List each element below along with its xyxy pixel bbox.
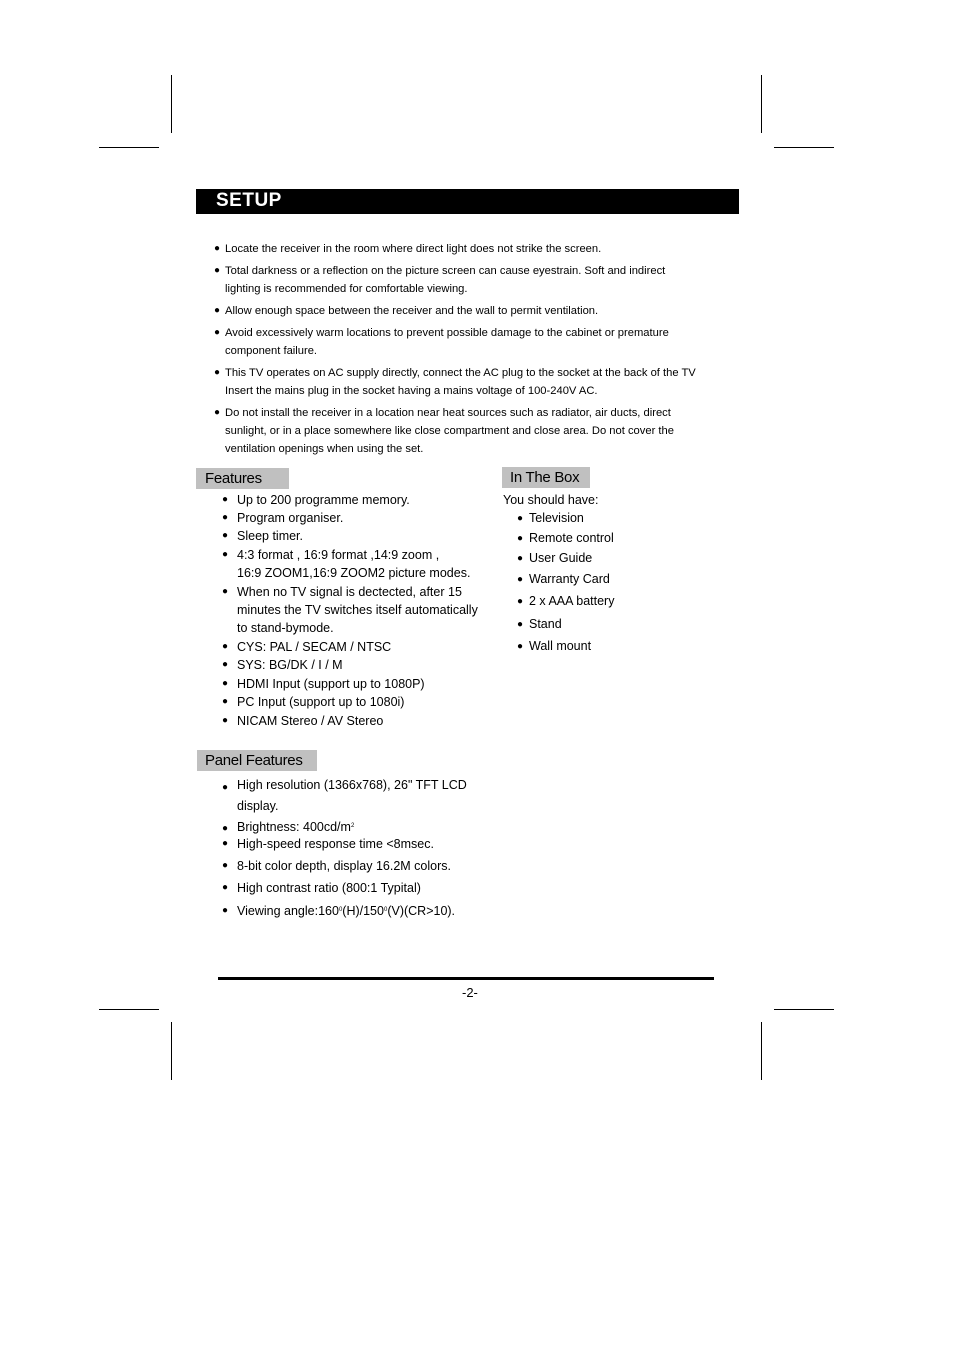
panel-feature-line: (V)(CR>10). — [387, 904, 456, 918]
list-item — [214, 364, 754, 400]
in-the-box-heading — [502, 467, 590, 488]
list-item — [214, 262, 754, 298]
panel-feature-line: display. — [237, 799, 279, 813]
crop-mark — [171, 1022, 172, 1080]
page-number: -2- — [462, 985, 478, 1000]
bullet-icon: ● — [214, 327, 221, 338]
crop-mark — [99, 1009, 159, 1010]
superscript: 0 — [383, 907, 388, 913]
panel-feature-line: Brightness: 400cd/m — [237, 820, 351, 834]
crop-mark — [774, 147, 834, 148]
footer-rule — [218, 977, 714, 980]
section-title-bar — [196, 189, 739, 214]
panel-feature-line: (H)/150 — [342, 904, 384, 918]
bullet-icon: ● — [214, 243, 221, 254]
bullet-icon: ● — [222, 715, 229, 726]
bullet-icon: ● — [517, 596, 524, 607]
bullet-icon: ● — [517, 641, 524, 652]
bullet-icon: ● — [517, 553, 524, 564]
list-item — [517, 592, 737, 615]
bullet-icon: ● — [222, 823, 229, 834]
crop-mark — [99, 147, 159, 148]
bullet-icon: ● — [222, 530, 229, 541]
in-the-box-list — [517, 509, 737, 657]
in-the-box-heading-label: In The Box — [510, 469, 580, 486]
instruction-line: Total darkness or a reflection on the picture screen can cause eyestrain. Soft and indirect — [225, 265, 666, 277]
box-item-label: Wall mount — [529, 639, 592, 653]
feature-line: When no TV signal is dectected, after 15 — [237, 585, 462, 599]
bullet-icon: ● — [222, 860, 229, 871]
panel-feature-line: High contrast ratio (800:1 Typital) — [237, 881, 421, 895]
panel-feature-line: Viewing angle:160 — [237, 904, 339, 918]
superscript: 2 — [350, 823, 355, 829]
instruction-line: Insert the mains plug in the socket having a mains voltage of 100-240V AC. — [225, 385, 598, 397]
instruction-line: Do not install the receiver in a location near heat sources such as radiator, air ducts, direct — [225, 407, 671, 419]
box-item-label: Stand — [529, 617, 562, 631]
feature-line: Up to 200 programme memory. — [237, 493, 410, 507]
instruction-line: component failure. — [225, 345, 318, 357]
crop-mark — [761, 75, 762, 133]
bullet-icon: ● — [222, 882, 229, 893]
bullet-icon: ● — [222, 549, 229, 560]
panel-feature-line: 8-bit color depth, display 16.2M colors. — [237, 859, 451, 873]
bullet-icon: ● — [517, 619, 524, 630]
feature-line: SYS: BG/DK / I / M — [237, 658, 343, 672]
list-item — [517, 615, 737, 637]
feature-line: 16:9 ZOOM1,16:9 ZOOM2 picture modes. — [237, 566, 471, 580]
list-item — [222, 693, 512, 711]
list-item — [517, 549, 737, 570]
panel-features-heading — [197, 750, 317, 771]
list-item — [222, 546, 512, 582]
instruction-line: Locate the receiver in the room where direct light does not strike the screen. — [225, 243, 602, 255]
bullet-icon: ● — [222, 696, 229, 707]
list-item — [517, 529, 737, 549]
list-item — [214, 240, 754, 258]
list-item — [517, 637, 737, 657]
list-item — [222, 819, 522, 836]
features-list — [222, 491, 512, 730]
bullet-icon: ● — [222, 641, 229, 652]
list-item — [222, 775, 522, 817]
list-item — [517, 570, 737, 592]
list-item — [214, 404, 754, 458]
bullet-icon: ● — [222, 512, 229, 523]
bullet-icon: ● — [222, 494, 229, 505]
instruction-line: ventilation openings when using the set. — [225, 443, 424, 455]
bullet-icon: ● — [517, 574, 524, 585]
instruction-line: sunlight, or in a place somewhere like close compartment and close area. Do not cover the — [225, 425, 674, 437]
list-item — [222, 880, 522, 903]
box-item-label: Television — [529, 511, 584, 525]
bullet-icon: ● — [222, 678, 229, 689]
list-item — [222, 527, 512, 545]
list-item — [222, 491, 512, 509]
box-item-label: Remote control — [529, 531, 614, 545]
crop-mark — [171, 75, 172, 133]
list-item — [222, 583, 512, 637]
bullet-icon: ● — [222, 838, 229, 849]
instruction-line: Avoid excessively warm locations to prevent possible damage to the cabinet or premature — [225, 327, 669, 339]
superscript: 0 — [338, 907, 343, 913]
feature-line: HDMI Input (support up to 1080P) — [237, 677, 425, 691]
bullet-icon: ● — [222, 586, 229, 597]
feature-line: PC Input (support up to 1080i) — [237, 695, 405, 709]
list-item — [222, 858, 522, 880]
bullet-icon: ● — [214, 407, 221, 418]
panel-feature-line: High-speed response time <8msec. — [237, 837, 434, 851]
list-item — [222, 675, 512, 693]
page-title: SETUP — [216, 190, 282, 211]
feature-line: CYS: PAL / SECAM / NTSC — [237, 640, 392, 654]
instruction-line: This TV operates on AC supply directly, connect the AC plug to the socket at the back of the TV — [225, 367, 696, 379]
crop-mark — [761, 1022, 762, 1080]
box-item-label: User Guide — [529, 551, 593, 565]
bullet-icon: ● — [517, 533, 524, 544]
box-item-label: 2 x AAA battery — [529, 594, 615, 608]
bullet-icon: ● — [214, 265, 221, 276]
list-item — [517, 509, 737, 529]
panel-features-heading-label: Panel Features — [205, 752, 303, 769]
list-item — [222, 836, 522, 858]
bullet-icon: ● — [517, 513, 524, 524]
bullet-icon: ● — [222, 659, 229, 670]
in-the-box-intro: You should have: — [503, 493, 599, 507]
features-heading-label: Features — [205, 470, 262, 487]
box-item-label: Warranty Card — [529, 572, 610, 586]
feature-line: NICAM Stereo / AV Stereo — [237, 714, 384, 728]
crop-mark — [774, 1009, 834, 1010]
bullet-icon: ● — [222, 782, 229, 793]
feature-line: Sleep timer. — [237, 529, 304, 543]
list-item — [222, 903, 522, 919]
list-item — [214, 324, 754, 360]
panel-features-list — [222, 775, 522, 919]
list-item — [222, 656, 512, 674]
bullet-icon: ● — [214, 305, 221, 316]
feature-line: to stand-bymode. — [237, 621, 334, 635]
bullet-icon: ● — [214, 367, 221, 378]
feature-line: minutes the TV switches itself automatically — [237, 603, 478, 617]
instruction-line: Allow enough space between the receiver and the wall to permit ventilation. — [225, 305, 599, 317]
instruction-line: lighting is recommended for comfortable viewing. — [225, 283, 468, 295]
list-item — [222, 712, 512, 730]
list-item — [222, 509, 512, 527]
feature-line: Program organiser. — [237, 511, 344, 525]
features-heading — [196, 468, 289, 489]
feature-line: 4:3 format , 16:9 format ,14:9 zoom , — [237, 548, 440, 562]
setup-instructions — [214, 240, 754, 462]
list-item — [222, 638, 512, 656]
bullet-icon: ● — [222, 905, 229, 916]
list-item — [214, 302, 754, 320]
panel-feature-line: High resolution (1366x768), 26" TFT LCD — [237, 778, 467, 792]
